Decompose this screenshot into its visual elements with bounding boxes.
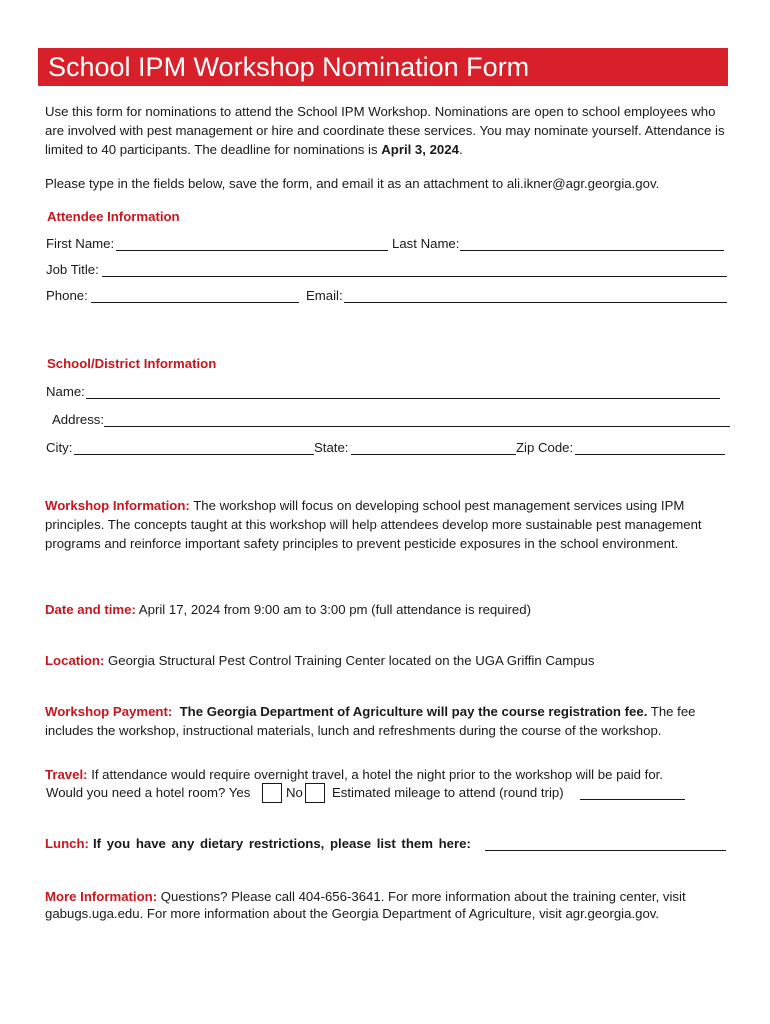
date-time-paragraph [45,600,735,619]
location-text: Georgia Structural Pest Control Training Center located on the UGA Griffin Campus [104,653,595,668]
phone-field[interactable] [91,288,299,303]
lunch-row [46,836,736,854]
school-heading: School/District Information [47,356,217,371]
payment-paragraph [45,702,735,740]
phone-label: Phone: [46,288,88,303]
payment-bold-text: The Georgia Department of Agriculture will pay the course registration fee. [179,704,648,719]
location-label: Location: [45,653,105,668]
state-field[interactable] [351,440,516,455]
address-label: Address: [52,412,105,427]
workshop-info-paragraph [45,496,735,553]
hotel-yes-checkbox[interactable] [262,783,282,803]
email-field[interactable] [344,288,727,303]
payment-label: Workshop Payment: [45,704,173,719]
dietary-field[interactable] [485,836,726,851]
last-name-field[interactable] [460,236,724,251]
payment-text: The fee includes the workshop, instructional materials, lunch and refreshments during the course of the workshop. [45,704,696,738]
address-field[interactable] [104,412,730,427]
state-label: State: [314,440,349,455]
workshop-info-text: The workshop will focus on developing school pest management services using IPM principles. The concepts taught at this workshop will help attendees develop more sustainable pest management programs and reinforce important safety principles to prevent pesticide exposures in the school environment. [45,498,702,551]
name-row [46,236,736,254]
title-bar [38,48,728,86]
first-name-label: First Name: [46,236,115,251]
more-info-label: More Information: [45,889,158,904]
mileage-field[interactable] [580,785,685,800]
hotel-no-checkbox[interactable] [305,783,325,803]
page-title: School IPM Workshop Nomination Form [48,52,530,82]
school-name-row [46,384,736,402]
job-title-field[interactable] [102,262,727,277]
travel-label: Travel: [45,767,88,782]
zip-label: Zip Code: [516,440,574,455]
date-time-label: Date and time: [45,602,136,617]
lunch-label: Lunch: [45,836,89,851]
workshop-info-label: Workshop Information: [45,498,190,513]
city-label: City: [46,440,73,455]
attendee-heading: Attendee Information [47,209,180,224]
zip-field[interactable] [575,440,725,455]
more-info-text: Questions? Please call 404-656-3641. For more information about the training center, visit gabugs.uga.edu. For more information about the Georgia Department of Agriculture, visit agr.georgia.gov. [45,889,686,921]
mileage-label: Estimated mileage to attend (round trip) [332,785,564,800]
last-name-label: Last Name: [392,236,460,251]
school-name-label: Name: [46,384,85,399]
hotel-no-label: No [286,785,303,800]
location-paragraph [45,651,735,670]
date-time-text: April 17, 2024 from 9:00 am to 3:00 pm (full attendance is required) [135,602,531,617]
city-row [46,440,736,458]
city-field[interactable] [74,440,314,455]
school-name-field[interactable] [86,384,720,399]
intro-text: Use this form for nominations to attend the School IPM Workshop. Nominations are open to school employees who are involved with pest management or hire and coordinate these services. You may nominate yourself. Attendance is limited to 40 participants. The deadline for nominations is [45,104,725,157]
hotel-row [46,785,736,803]
more-info-paragraph [45,889,735,922]
hotel-question: Would you need a hotel room? Yes [46,785,251,800]
address-row [46,412,736,430]
contact-row [46,288,736,306]
job-title-row [46,262,736,280]
job-title-label: Job Title: [46,262,99,277]
lunch-text: If you have any dietary restrictions, please list them here: [93,836,471,851]
email-label: Email: [306,288,343,303]
instructions-text: Please type in the fields below, save the form, and email it as an attachment to ali.ikner@agr.georgia.gov. [45,176,660,191]
intro-text-end: . [458,142,463,157]
travel-text: If attendance would require overnight travel, a hotel the night prior to the workshop will be paid for. [87,767,663,782]
travel-paragraph [45,765,735,784]
first-name-field[interactable] [116,236,388,251]
deadline-date: April 3, 2024 [381,142,459,157]
intro-paragraph [45,102,735,159]
